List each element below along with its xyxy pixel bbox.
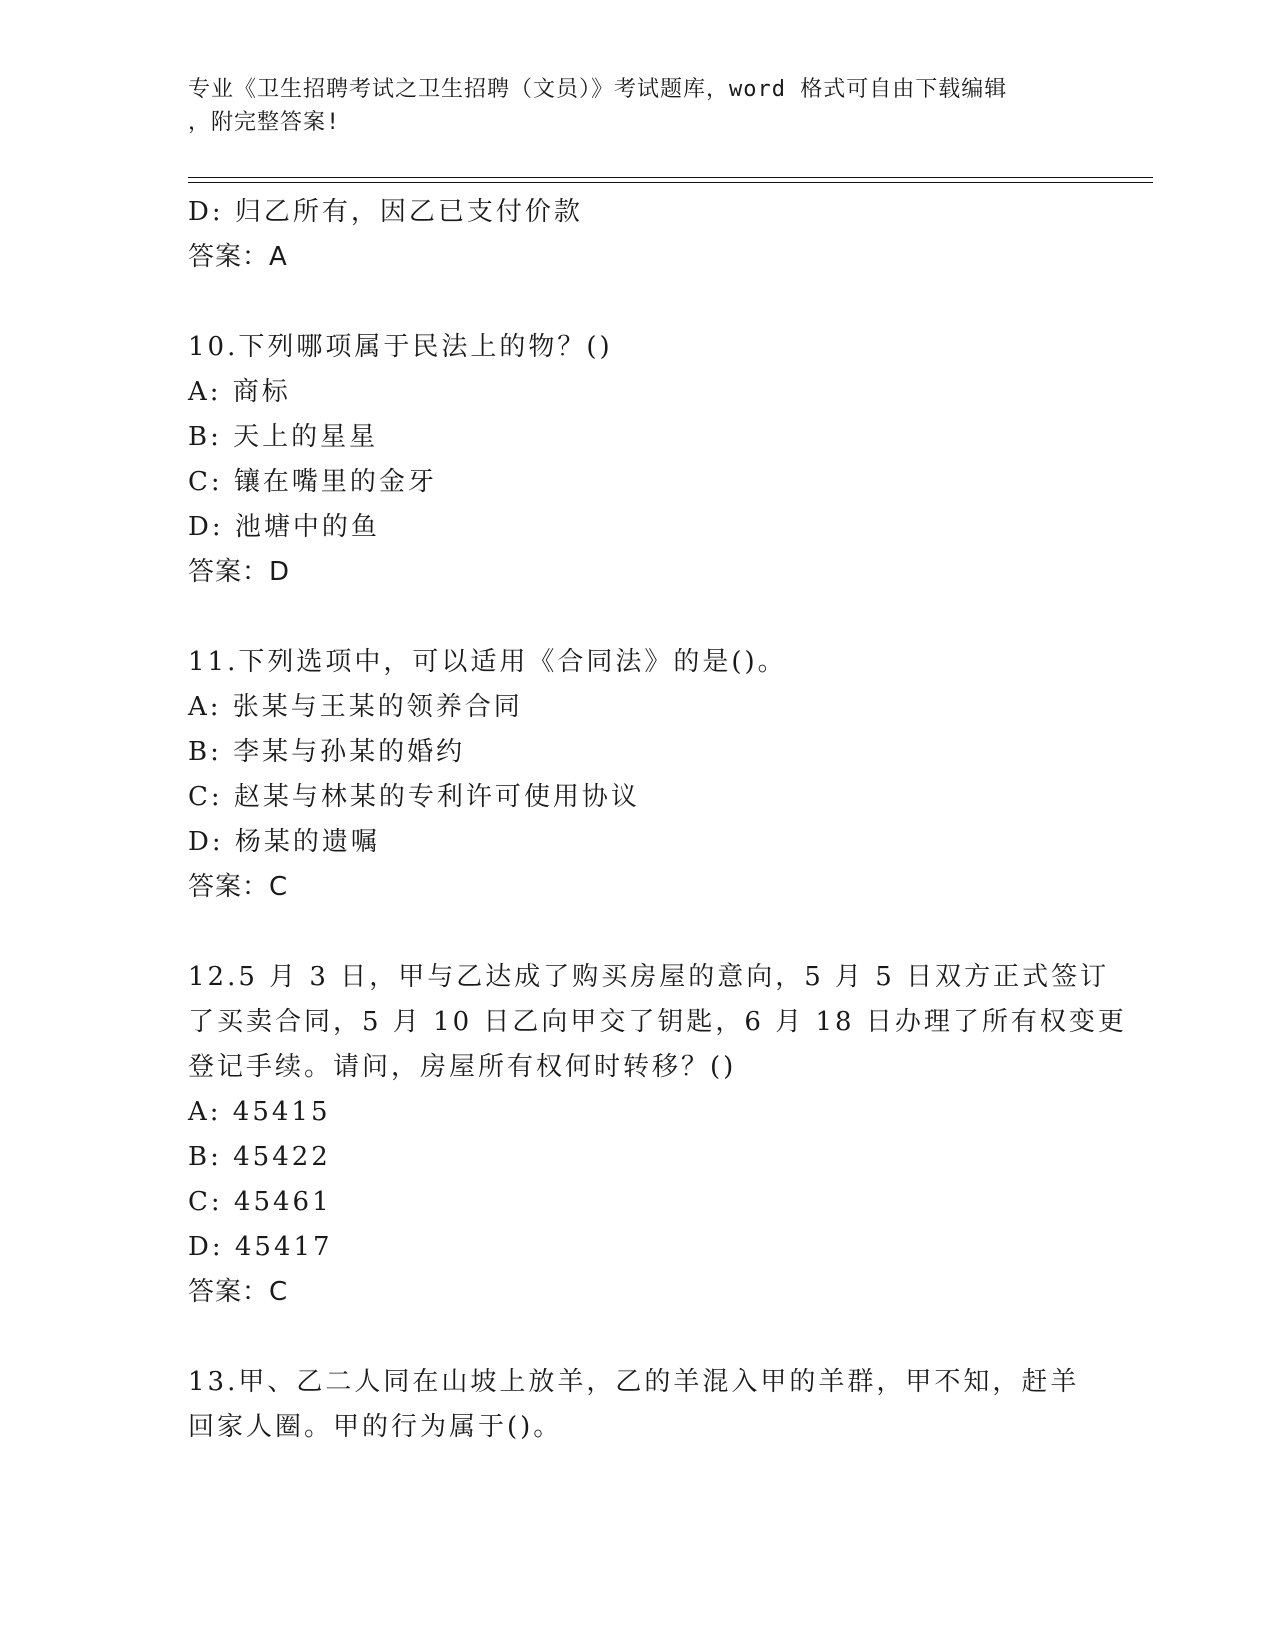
option-c: C: 赵某与林某的专利许可使用协议 (188, 782, 640, 812)
question-stem-line-2: 回家人圈。甲的行为属于()。 (188, 1412, 563, 1442)
header-divider-bottom (188, 182, 1153, 183)
spacer (188, 595, 1068, 640)
option-d: D: 45417 (188, 1232, 333, 1262)
option-b: B: 天上的星星 (188, 422, 379, 452)
question-stem-line-1: 12.5 月 3 日，甲与乙达成了购买房屋的意向，5 月 5 日双方正式签订 (188, 962, 1110, 992)
question-stem-line-2: 了买卖合同，5 月 10 日乙向甲交了钥匙，6 月 18 日办理了所有权变更 (188, 1007, 1127, 1037)
option-d: D: 池塘中的鱼 (188, 512, 380, 542)
option-d: D: 归乙所有，因乙已支付价款 (188, 197, 583, 227)
spacer (188, 280, 1068, 325)
answer-label: 答案：A (188, 242, 288, 272)
spacer (188, 1315, 1068, 1360)
question-10 (188, 325, 1068, 595)
option-b: B: 45422 (188, 1142, 331, 1172)
option-a: A: 商标 (188, 377, 291, 407)
question-stem: 10.下列哪项属于民法上的物？() (188, 332, 613, 362)
document-header (188, 73, 1068, 139)
question-13 (188, 1360, 1080, 1450)
question-12 (188, 955, 1127, 1315)
option-c: C: 镶在嘴里的金牙 (188, 467, 437, 497)
question-stem: 11.下列选项中，可以适用《合同法》的是()。 (188, 647, 787, 677)
answer-label: 答案：C (188, 1277, 289, 1307)
question-stem-line-3: 登记手续。请问，房屋所有权何时转移？() (188, 1052, 737, 1082)
previous-question-tail (188, 190, 1068, 280)
header-divider-top (188, 177, 1153, 178)
question-11 (188, 640, 1068, 910)
question-stem-line-1: 13.甲、乙二人同在山坡上放羊，乙的羊混入甲的羊群，甲不知，赶羊 (188, 1367, 1080, 1397)
option-c: C: 45461 (188, 1187, 332, 1217)
answer-label: 答案：C (188, 872, 289, 902)
question-list (188, 190, 1127, 1450)
answer-label: 答案：D (188, 557, 291, 587)
spacer (188, 910, 1068, 955)
header-title-line-1: 专业《卫生招聘考试之卫生招聘（文员）》考试题库，word 格式可自由下载编辑 (188, 77, 1008, 102)
option-a: A: 45415 (188, 1097, 331, 1127)
option-a: A: 张某与王某的领养合同 (188, 692, 523, 722)
option-d: D: 杨某的遗嘱 (188, 827, 380, 857)
header-title-line-2: ，附完整答案! (188, 110, 341, 135)
option-b: B: 李某与孙某的婚约 (188, 737, 466, 767)
